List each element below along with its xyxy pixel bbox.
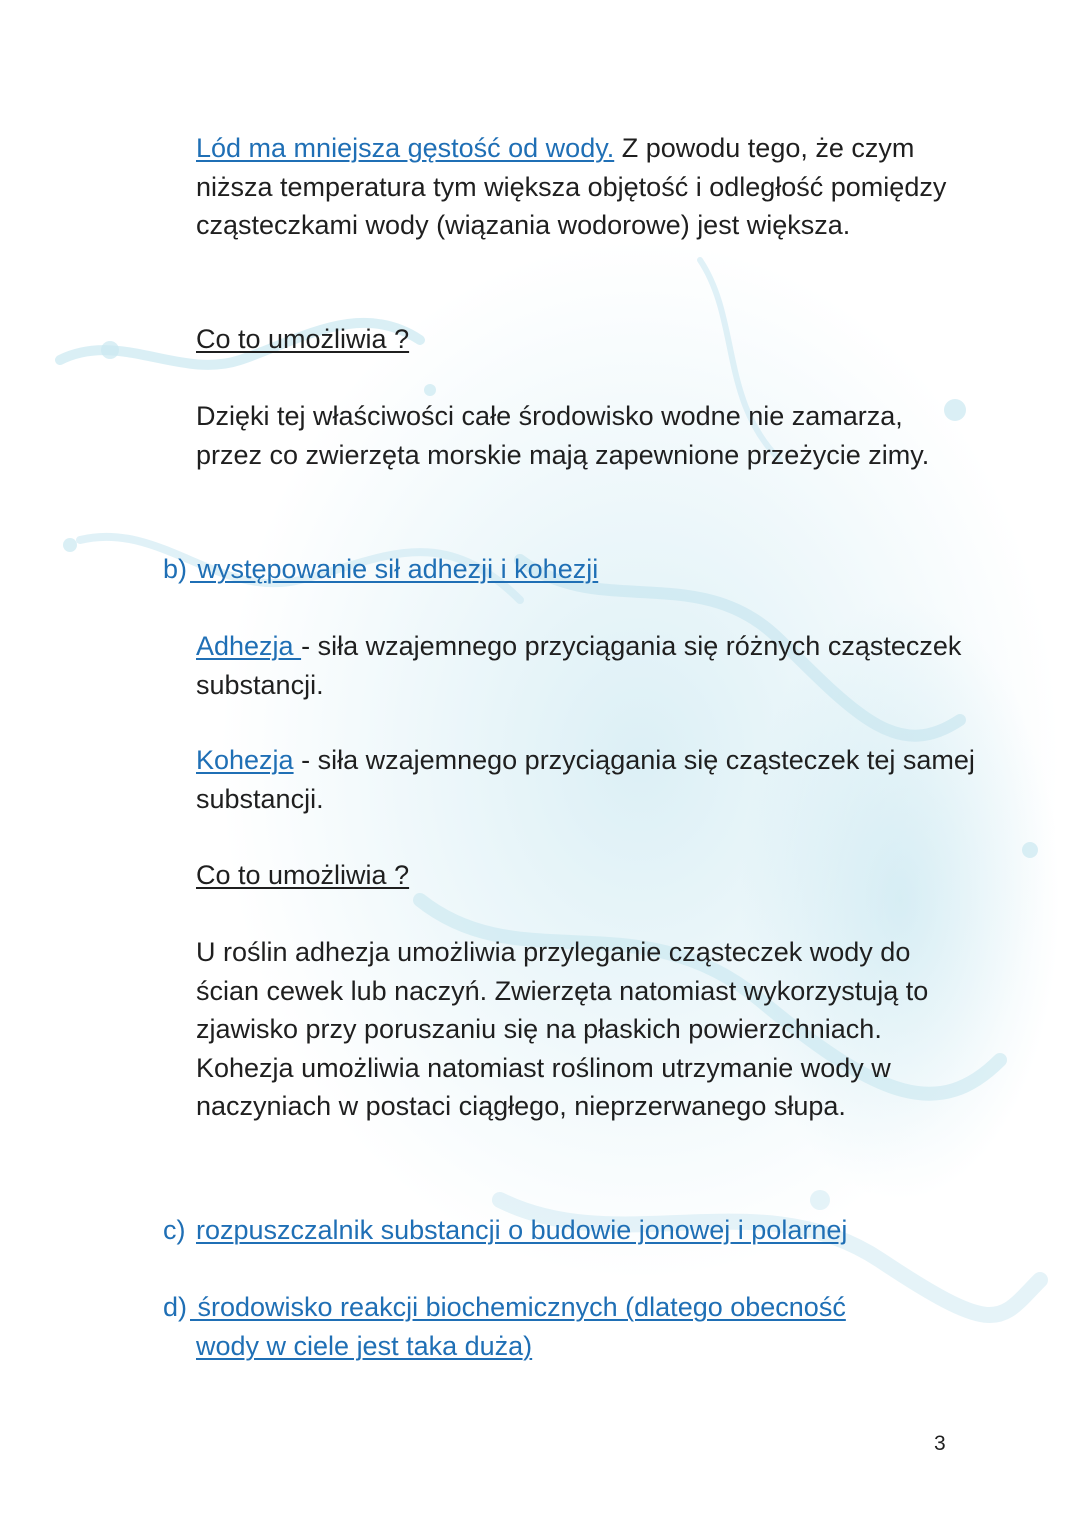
list-item-b bbox=[163, 550, 963, 589]
cohesion-definition bbox=[196, 741, 976, 818]
list-marker-d: d) bbox=[163, 1292, 188, 1322]
cohesion-text: - siła wzajemnego przyciągania się cząsteczek tej samej substancji. bbox=[196, 745, 975, 814]
page-number: 3 bbox=[934, 1432, 946, 1455]
list-item-d-link-line1[interactable]: środowisko reakcji biochemicznych (dlatego obecność bbox=[190, 1292, 846, 1322]
question-heading-2: Co to umożliwia ? bbox=[196, 860, 410, 890]
answer-paragraph-1: Dzięki tej właściwości całe środowisko wodne nie zamarza, przez co zwierzęta morskie mają zapewnione przeżycie zimy. bbox=[196, 401, 930, 470]
list-marker-b: b) bbox=[163, 554, 188, 584]
cohesion-link[interactable]: Kohezja bbox=[196, 745, 294, 775]
list-marker-c: c) bbox=[163, 1215, 186, 1245]
adhesion-link[interactable]: Adhezja bbox=[196, 631, 302, 661]
list-item-d bbox=[163, 1288, 963, 1365]
adhesion-text: - siła wzajemnego przyciągania się różnych cząsteczek substancji. bbox=[196, 631, 962, 700]
list-item-c-link[interactable]: rozpuszczalnik substancji o budowie jonowej i polarnej bbox=[196, 1215, 848, 1245]
ice-density-link[interactable]: Lód ma mniejsza gęstość od wody. bbox=[196, 133, 615, 163]
list-item-d-link-line2[interactable]: wody w ciele jest taka duża) bbox=[196, 1330, 533, 1361]
ice-density-text: Z powodu tego, że czym niższa temperatura tym większa objętość i odległość pomiędzy cząsteczkami wody (wiązania wodorowe) jest większa. bbox=[196, 133, 947, 240]
answer-paragraph-2: U roślin adhezja umożliwia przyleganie cząsteczek wody do ścian cewek lub naczyń. Zwierzęta natomiast wykorzystują to zjawisko przy poruszaniu się na płaskich powierzchniach. Kohezja umożliwia natomiast roślinom utrzymanie wody w naczyniach w postaci ciągłego, nieprzerwanego słupa. bbox=[196, 937, 929, 1121]
ice-density-paragraph bbox=[196, 129, 976, 245]
list-item-b-link[interactable]: występowanie sił adhezji i kohezji bbox=[190, 554, 599, 584]
list-item-c bbox=[163, 1211, 963, 1250]
adhesion-definition bbox=[196, 627, 976, 704]
question-heading-1: Co to umożliwia ? bbox=[196, 324, 410, 354]
